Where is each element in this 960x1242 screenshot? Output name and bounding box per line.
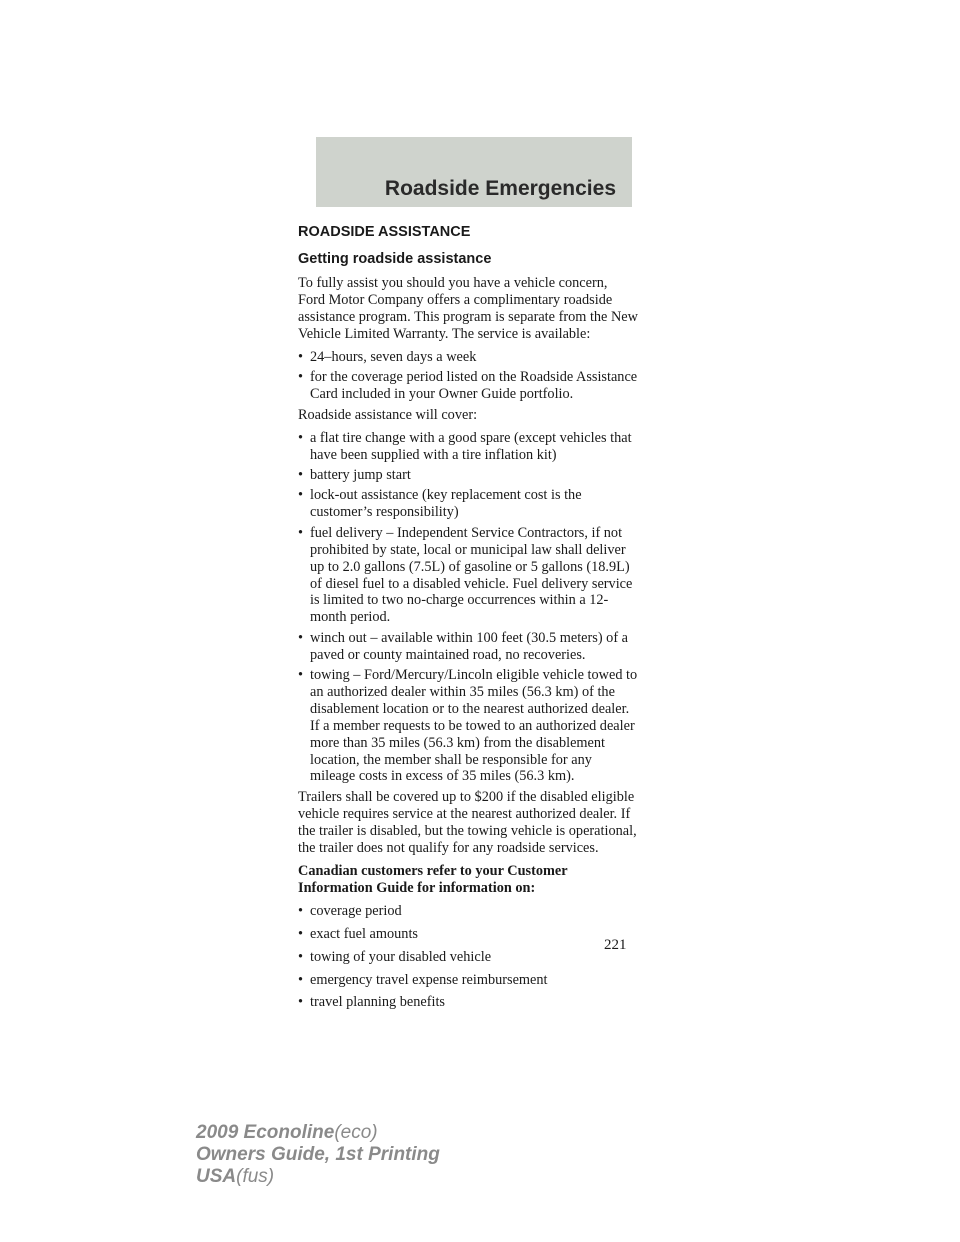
- list-item: • towing – Ford/Mercury/Lincoln eligible vehicle towed to an authorized dealer within 35 miles (56.3 km) of the disablement location or to the nearest authorized dealer. If a member requests to be towed to an authorized dealer more than 35 miles (56.3 km) from the disablement location, the member shall be responsible for any mileage costs in excess of 35 miles (56.3 km).: [298, 667, 638, 785]
- footer-line-edition: Owners Guide, 1st Printing: [196, 1144, 440, 1165]
- section-title: ROADSIDE ASSISTANCE: [298, 224, 471, 240]
- list-item: • coverage period: [298, 902, 402, 919]
- canadian-note: Canadian customers refer to your Customer Information Guide for information on:: [298, 863, 568, 896]
- intro-paragraph: To fully assist you should you have a vehicle concern, Ford Motor Company offers a complimentary roadside assistance program. This program is separate from the New Vehicle Limited Warranty. The service is available:: [298, 275, 638, 342]
- bullet-icon: •: [298, 971, 304, 988]
- bullet-icon: •: [298, 487, 304, 504]
- subsection-title: Getting roadside assistance: [298, 251, 492, 267]
- page-content: [298, 222, 638, 1017]
- list-item: • battery jump start: [298, 467, 411, 484]
- cover-intro: Roadside assistance will cover:: [298, 406, 478, 423]
- bullet-icon: •: [298, 948, 304, 965]
- list-item: • travel planning benefits: [298, 994, 445, 1011]
- section-header-band: [316, 137, 632, 207]
- list-item: • 24–hours, seven days a week: [298, 348, 477, 365]
- bullet-icon: •: [298, 369, 304, 386]
- coverage-list: [298, 430, 638, 786]
- bullet-icon: •: [298, 902, 304, 919]
- bullet-icon: •: [298, 524, 304, 541]
- list-item: • a flat tire change with a good spare (except vehicles that have been supplied with a tire inflation kit): [298, 429, 632, 463]
- bullet-icon: •: [298, 467, 304, 484]
- list-item: • exact fuel amounts: [298, 925, 418, 942]
- bullet-icon: •: [298, 994, 304, 1011]
- bullet-icon: •: [298, 348, 304, 365]
- list-item: • winch out – available within 100 feet (30.5 meters) of a paved or county maintained road, no recoveries.: [298, 629, 629, 663]
- bullet-icon: •: [298, 429, 304, 446]
- footer-line-market: USA(fus): [196, 1166, 275, 1187]
- section-header-title: Roadside Emergencies: [384, 177, 616, 200]
- bullet-icon: •: [298, 925, 304, 942]
- trailers-paragraph: Trailers shall be covered up to $200 if the disabled eligible vehicle requires service at the nearest authorized dealer. If the trailer is disabled, but the towing vehicle is operational, the trailer does not qualify for any roadside services.: [298, 789, 637, 857]
- bullet-icon: •: [298, 629, 304, 646]
- bullet-icon: •: [298, 667, 304, 684]
- list-item: • fuel delivery – Independent Service Contractors, if not prohibited by state, local or municipal law shall deliver up to 2.0 gallons (7.5L) of gasoline or 5 gallons (18.9L) of diesel fuel to a disabled vehicle. Fuel delivery service is limited to two no-charge occurrences within a 12-month period.: [298, 524, 633, 626]
- footer-line-model: 2009 Econoline(eco): [196, 1122, 378, 1143]
- canadian-list: [298, 903, 638, 1012]
- list-item: • lock-out assistance (key replacement cost is the customer’s responsibility): [298, 487, 582, 521]
- page-number: 221: [604, 937, 627, 953]
- availability-list: [298, 349, 638, 403]
- print-footer: [196, 1122, 440, 1188]
- list-item: • for the coverage period listed on the Roadside Assistance Card included in your Owner Guide portfolio.: [298, 369, 638, 402]
- list-item: • towing of your disabled vehicle: [298, 948, 492, 965]
- list-item: • emergency travel expense reimbursement: [298, 971, 548, 988]
